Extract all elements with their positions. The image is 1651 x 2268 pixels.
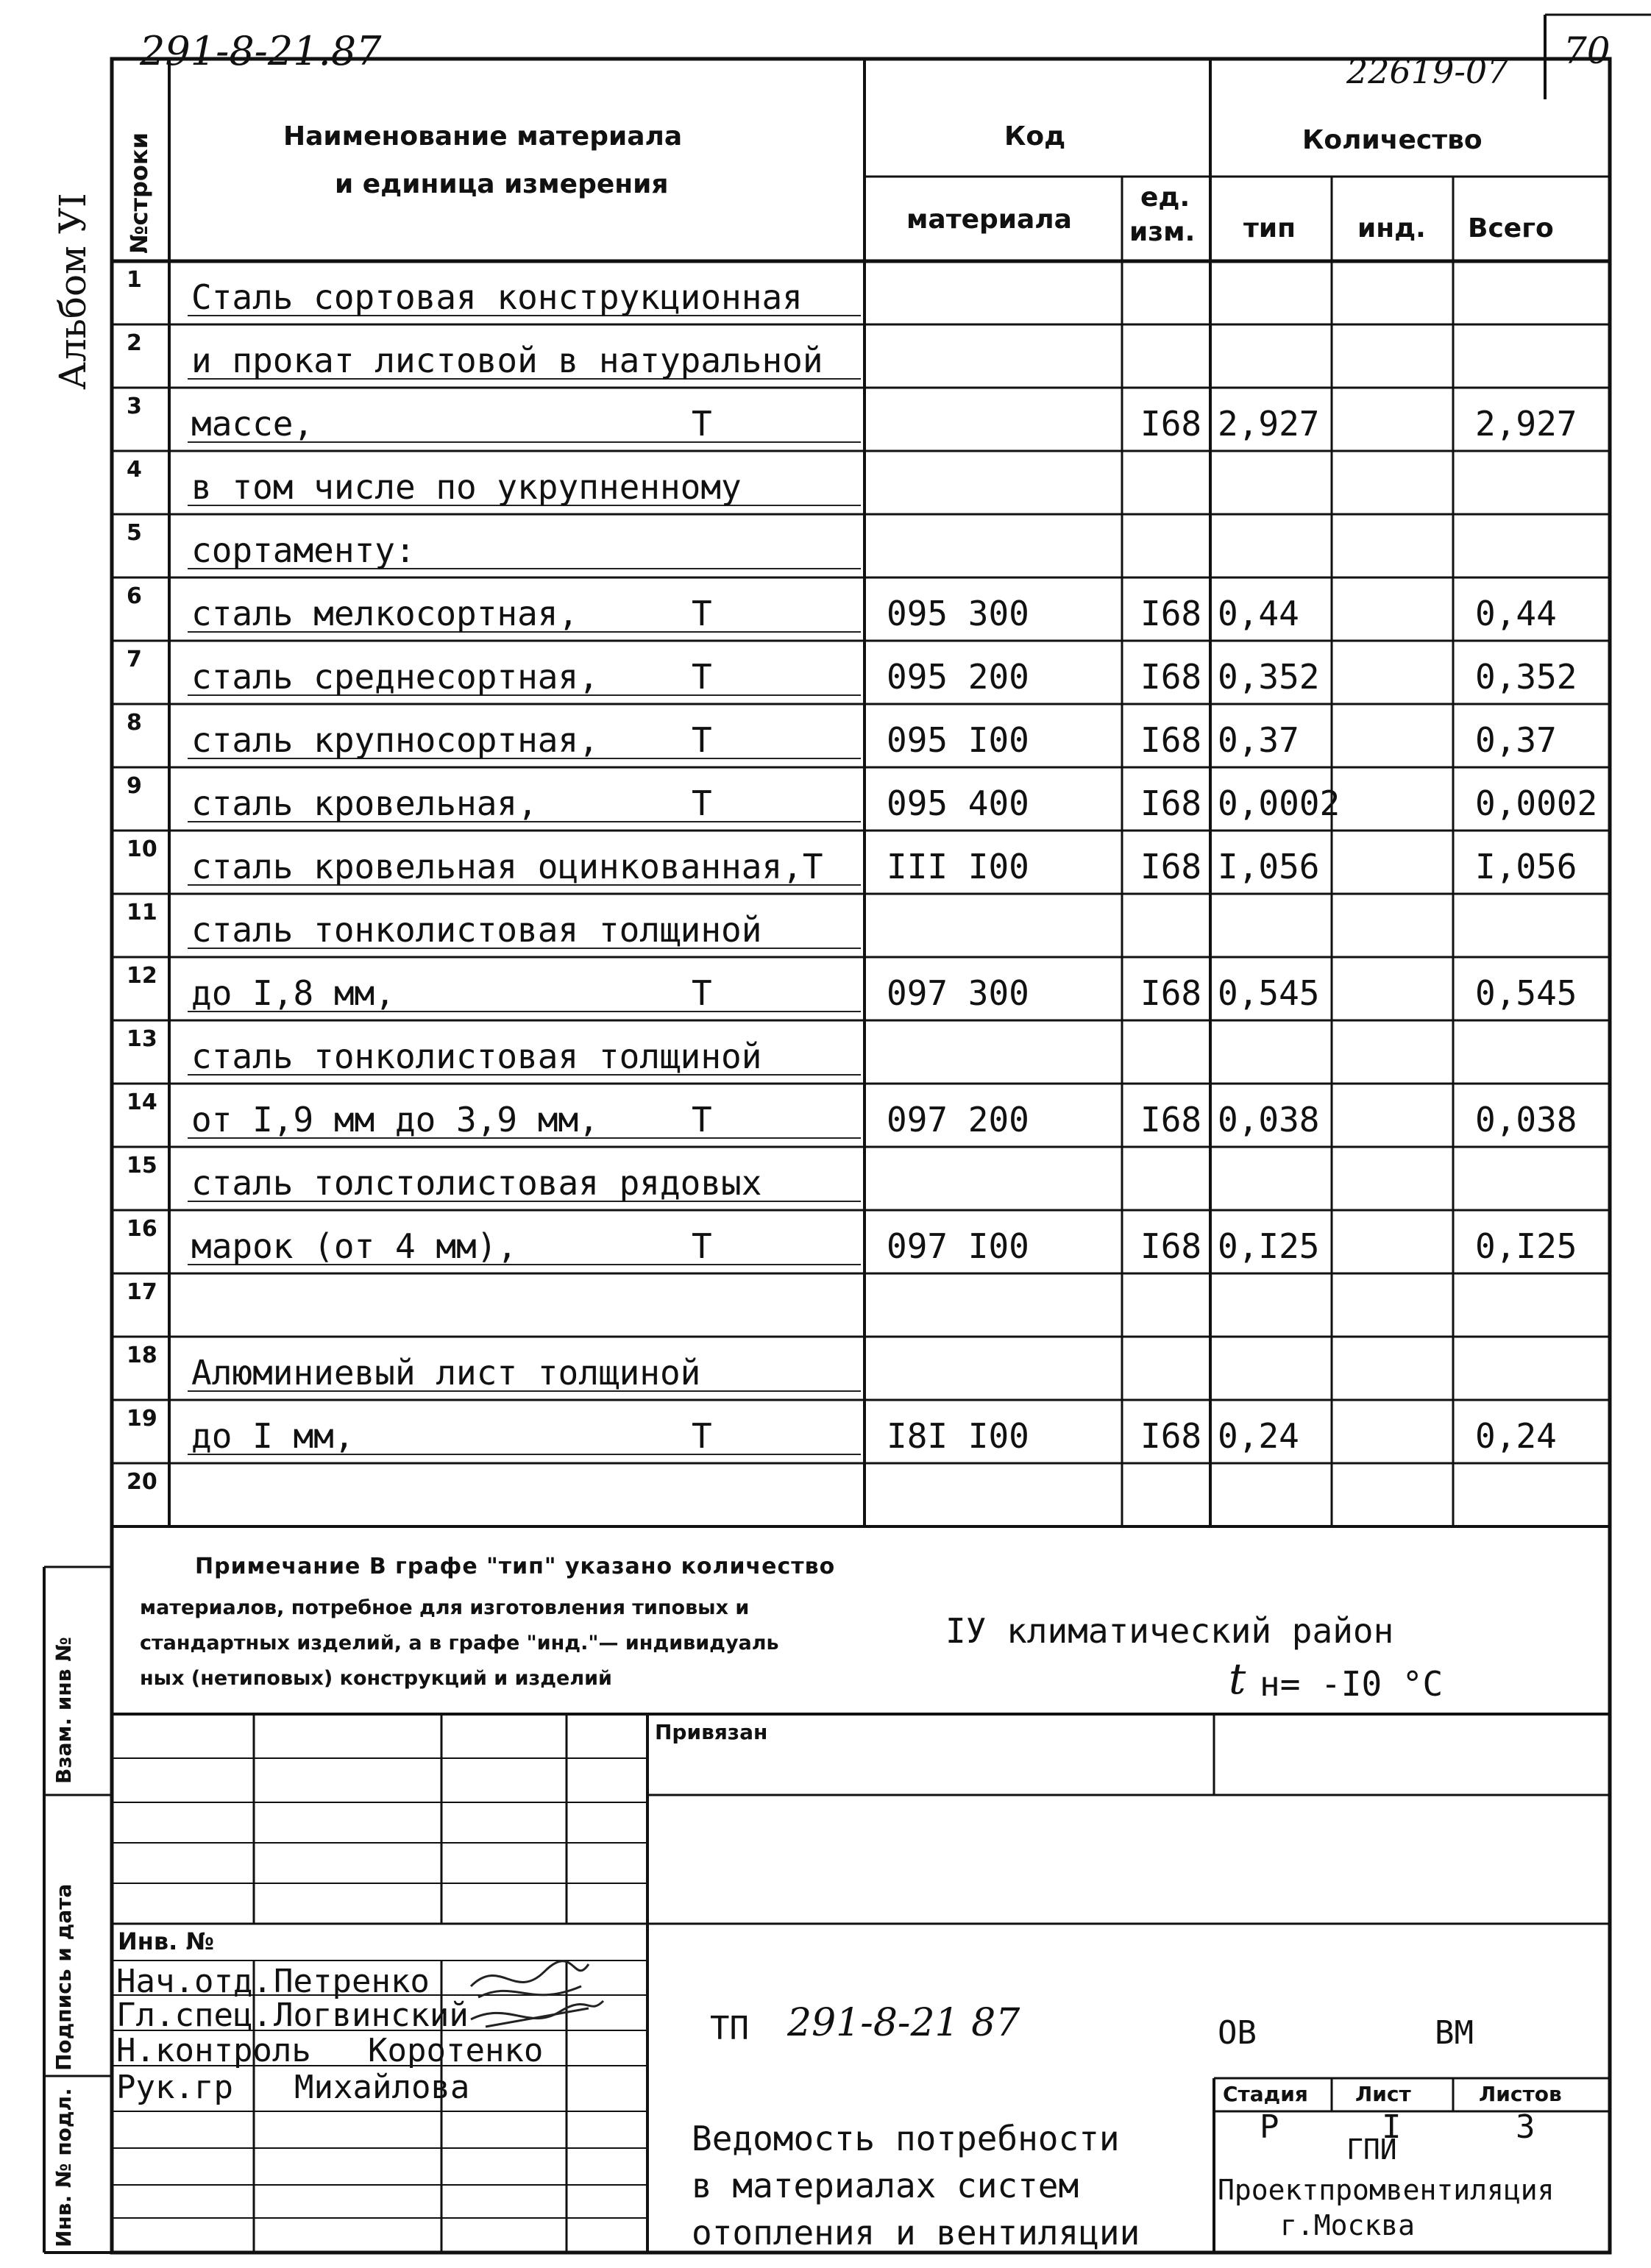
col-qty-total: Всего — [1468, 213, 1554, 243]
unit: Т — [692, 1416, 712, 1456]
unit: Т — [692, 973, 712, 1013]
unit-code: I68 — [1140, 404, 1202, 444]
margin-vzam: Взам. инв № — [52, 1637, 76, 1784]
row-number: 2 — [127, 330, 142, 356]
qty-type: 0,545 — [1218, 973, 1320, 1013]
unit: Т — [692, 1100, 712, 1140]
qty-total: 0,038 — [1475, 1100, 1577, 1140]
material-name: от I,9 мм до 3,9 мм, — [191, 1100, 599, 1140]
row-number: 19 — [127, 1406, 157, 1432]
stage-value: Р — [1260, 2108, 1279, 2146]
org-line-2: Проектпромвентиляция — [1218, 2174, 1555, 2206]
material-code: 097 200 — [887, 1100, 1029, 1140]
material-name: сталь крупносортная, — [191, 720, 599, 760]
margin-inv-podl: Инв. № подл. — [52, 2088, 76, 2247]
material-name: марок (от 4 мм), — [191, 1226, 518, 1266]
qty-total: 0,44 — [1475, 594, 1557, 633]
unit-code: I68 — [1140, 657, 1202, 697]
doc-code-handwritten: 291-8-21.87 — [140, 28, 382, 74]
org-line-1: ГПИ — [1346, 2133, 1397, 2166]
row-number: 6 — [127, 583, 142, 609]
signatures — [471, 1961, 603, 2027]
material-name: сталь среднесортная, — [191, 657, 599, 697]
material-name: сталь кровельная, — [191, 783, 538, 823]
col-code-unit-1: ед. — [1140, 182, 1190, 213]
row-number: 5 — [127, 520, 142, 546]
col-qty-type: тип — [1243, 213, 1296, 243]
unit: Т — [692, 594, 712, 633]
unit-code: I68 — [1140, 1226, 1202, 1266]
qty-type: 0,37 — [1218, 720, 1299, 760]
note-line-1: Примечание В графе "тип" указано количество — [195, 1554, 836, 1579]
material-name: и прокат листовой в натуральной — [191, 341, 823, 380]
mark-vm: ВМ — [1435, 2014, 1474, 2052]
sheet-title-3: отопления и вентиляции — [692, 2213, 1140, 2253]
role-norm-control: Н.контроль — [116, 2032, 311, 2069]
role-group-lead: Рук.гр — [116, 2069, 233, 2106]
material-code: 095 200 — [887, 657, 1029, 697]
material-code: 097 300 — [887, 973, 1029, 1013]
qty-total: 0,24 — [1475, 1416, 1557, 1456]
row-number: 12 — [127, 963, 157, 989]
note-line-3: стандартных изделий, а в графе "инд."— индивидуаль — [140, 1632, 779, 1654]
mark-ov: ОВ — [1218, 2014, 1257, 2052]
col-qty-ind: инд. — [1357, 213, 1426, 243]
col-code-group: Код — [1004, 121, 1066, 152]
unit: Т — [692, 1226, 712, 1266]
qty-total: I,056 — [1475, 847, 1577, 886]
col-row-number: №строки — [125, 132, 153, 254]
name-group-lead: Михайлова — [294, 2069, 470, 2106]
design-temperature: н= -I0 °C — [1260, 1664, 1444, 1704]
sheet-label: Лист — [1355, 2082, 1411, 2106]
material-name: в том числе по укрупненному — [191, 467, 742, 507]
material-code: I8I I00 — [887, 1416, 1029, 1456]
qty-type: 0,038 — [1218, 1100, 1320, 1140]
qty-total: 0,0002 — [1475, 783, 1598, 823]
row-number: 18 — [127, 1343, 157, 1368]
inv-no-label: Инв. № — [118, 1927, 214, 1955]
note-line-4: ных (нетиповых) конструкций и изделий — [140, 1667, 612, 1690]
row-number: 17 — [127, 1279, 157, 1305]
name-chief-spec: Логвинский — [274, 1997, 469, 2034]
row-number: 10 — [127, 836, 157, 862]
unit-code: I68 — [1140, 783, 1202, 823]
material-code: 095 I00 — [887, 720, 1029, 760]
material-name: сталь кровельная оцинкованная,Т — [191, 847, 823, 886]
unit-code: I68 — [1140, 847, 1202, 886]
col-code-material: материала — [906, 205, 1072, 235]
material-name: массе, — [191, 404, 314, 444]
project-code: 291-8-21 87 — [787, 2001, 1020, 2045]
qty-type: 0,24 — [1218, 1416, 1299, 1456]
unit: Т — [692, 404, 712, 444]
row-number: 3 — [127, 394, 142, 419]
privyazan-label: Привязан — [655, 1720, 768, 1744]
name-norm-control: Коротенко — [368, 2032, 544, 2069]
unit: Т — [692, 657, 712, 697]
sheet-value: I — [1382, 2108, 1402, 2146]
album-label: Альбом УI — [52, 193, 94, 390]
row-number: 13 — [127, 1026, 157, 1052]
climate-zone: IУ климатический район — [945, 1611, 1394, 1651]
material-code: III I00 — [887, 847, 1029, 886]
unit-code: I68 — [1140, 720, 1202, 760]
sheet-number: 70 — [1563, 29, 1611, 72]
material-name: сталь тонколистовая толщиной — [191, 910, 762, 950]
row-number: 1 — [127, 267, 142, 293]
unit: Т — [692, 720, 712, 760]
qty-type: 0,0002 — [1218, 783, 1341, 823]
temp-symbol: t — [1229, 1654, 1246, 1704]
row-number: 4 — [127, 457, 142, 483]
row-number: 7 — [127, 647, 142, 672]
qty-total: 0,545 — [1475, 973, 1577, 1013]
qty-total: 0,37 — [1475, 720, 1557, 760]
material-name: Алюминиевый лист толщиной — [191, 1353, 701, 1393]
unit-code: I68 — [1140, 1416, 1202, 1456]
role-chief-spec: Гл.спец. — [116, 1997, 272, 2034]
project-prefix: ТП — [710, 2010, 749, 2047]
unit: Т — [692, 783, 712, 823]
sheet-title-1: Ведомость потребности — [692, 2119, 1120, 2158]
col-name-line2: и единица измерения — [335, 169, 669, 199]
note-line-2: материалов, потребное для изготовления типовых и — [140, 1596, 750, 1619]
row-number: 8 — [127, 710, 142, 736]
sheet-title-2: в материалах систем — [692, 2166, 1079, 2205]
qty-type: 2,927 — [1218, 404, 1320, 444]
qty-type: 0,352 — [1218, 657, 1320, 697]
material-name: до I мм, — [191, 1416, 355, 1456]
unit-code: I68 — [1140, 594, 1202, 633]
col-code-unit-2: изм. — [1129, 217, 1196, 247]
qty-type: I,056 — [1218, 847, 1320, 886]
material-code: 095 300 — [887, 594, 1029, 633]
row-number: 14 — [127, 1089, 157, 1115]
unit-code: I68 — [1140, 973, 1202, 1013]
org-line-3: г.Москва — [1280, 2209, 1416, 2242]
qty-type: 0,44 — [1218, 594, 1299, 633]
sheets-label: Листов — [1479, 2082, 1562, 2106]
qty-total: 0,352 — [1475, 657, 1577, 697]
qty-total: 0,I25 — [1475, 1226, 1577, 1266]
qty-type: 0,I25 — [1218, 1226, 1320, 1266]
name-head: Петренко — [274, 1963, 430, 2000]
sheets-value: 3 — [1516, 2108, 1535, 2146]
material-code: 095 400 — [887, 783, 1029, 823]
role-head: Нач.отд. — [116, 1963, 272, 2000]
material-name: до I,8 мм, — [191, 973, 395, 1013]
qty-total: 2,927 — [1475, 404, 1577, 444]
drawing-number: 22619-07 — [1346, 51, 1509, 91]
row-number: 16 — [127, 1216, 157, 1242]
stage-label: Стадия — [1223, 2082, 1308, 2106]
material-name: Сталь сортовая конструкционная — [191, 277, 803, 317]
material-name: сталь тонколистовая толщиной — [191, 1037, 762, 1076]
material-code: 097 I00 — [887, 1226, 1029, 1266]
unit-code: I68 — [1140, 1100, 1202, 1140]
row-number: 9 — [127, 773, 142, 799]
row-number: 15 — [127, 1153, 157, 1179]
material-name: сортаменту: — [191, 530, 416, 570]
col-qty-group: Количество — [1302, 125, 1483, 155]
material-name: сталь мелкосортная, — [191, 594, 579, 633]
margin-podpis: Подпись и дата — [52, 1883, 76, 2071]
material-name: сталь толстолистовая рядовых — [191, 1163, 762, 1203]
row-number: 20 — [127, 1469, 157, 1495]
row-number: 11 — [127, 900, 157, 925]
col-name-line1: Наименование материала — [283, 121, 683, 152]
